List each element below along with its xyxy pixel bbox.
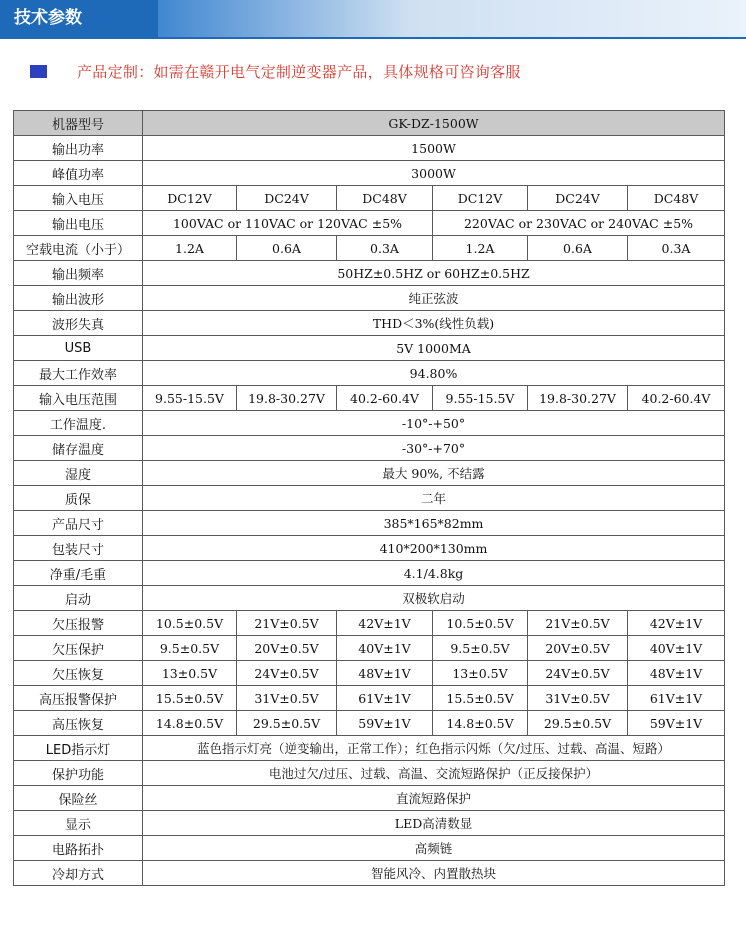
row-cell: 9.5±0.5V <box>143 636 237 661</box>
row-cell: 0.6A <box>237 236 337 261</box>
row-cell: 40.2-60.4V <box>628 386 725 411</box>
table-row <box>14 611 725 636</box>
notice-text: 产品定制：如需在赣开电气定制逆变器产品，具体规格可咨询客服 <box>77 62 521 81</box>
row-cell: 40V±1V <box>628 636 725 661</box>
row-cell: 13±0.5V <box>433 661 528 686</box>
row-cell: 9.5±0.5V <box>433 636 528 661</box>
table-row <box>14 261 725 286</box>
row-value: 双极软启动 <box>143 586 725 611</box>
table-row <box>14 686 725 711</box>
row-cell: 48V±1V <box>337 661 433 686</box>
row-value: GK-DZ-1500W <box>143 111 725 136</box>
row-cell: 9.55-15.5V <box>143 386 237 411</box>
row-value: LED高清数显 <box>143 811 725 836</box>
table-row <box>14 136 725 161</box>
row-cell: 31V±0.5V <box>237 686 337 711</box>
row-cell: 13±0.5V <box>143 661 237 686</box>
row-label: 机器型号 <box>14 111 143 136</box>
row-label: 质保 <box>14 486 143 511</box>
table-row <box>14 811 725 836</box>
customization-notice <box>30 60 521 82</box>
row-cell: 15.5±0.5V <box>143 686 237 711</box>
row-value: 智能风冷、内置散热块 <box>143 861 725 886</box>
table-row <box>14 161 725 186</box>
row-value: 4.1/4.8kg <box>143 561 725 586</box>
row-half-cell: 220VAC or 230VAC or 240VAC ±5% <box>433 211 725 236</box>
header-divider <box>0 37 746 39</box>
square-bullet-icon <box>30 65 47 78</box>
row-cell: 19.8-30.27V <box>237 386 337 411</box>
row-value: 二年 <box>143 486 725 511</box>
row-cell: 21V±0.5V <box>237 611 337 636</box>
table-row <box>14 436 725 461</box>
row-cell: 59V±1V <box>628 711 725 736</box>
table-row <box>14 586 725 611</box>
row-value: 5V 1000MA <box>143 336 725 361</box>
row-cell: 15.5±0.5V <box>433 686 528 711</box>
row-cell: 31V±0.5V <box>528 686 628 711</box>
row-label: 输出波形 <box>14 286 143 311</box>
row-label: 输出功率 <box>14 136 143 161</box>
row-cell: 24V±0.5V <box>237 661 337 686</box>
table-row <box>14 386 725 411</box>
table-row <box>14 286 725 311</box>
table-row <box>14 486 725 511</box>
row-value: 3000W <box>143 161 725 186</box>
table-row <box>14 311 725 336</box>
table-row <box>14 711 725 736</box>
row-label: 启动 <box>14 586 143 611</box>
row-cell: DC48V <box>337 186 433 211</box>
row-cell: 9.55-15.5V <box>433 386 528 411</box>
row-label: 湿度 <box>14 461 143 486</box>
row-cell: 14.8±0.5V <box>433 711 528 736</box>
row-label: 输入电压 <box>14 186 143 211</box>
row-cell: DC24V <box>528 186 628 211</box>
row-cell: 0.3A <box>337 236 433 261</box>
table-row <box>14 411 725 436</box>
row-value: -10°-+50° <box>143 411 725 436</box>
row-cell: 10.5±0.5V <box>433 611 528 636</box>
row-label: 欠压恢复 <box>14 661 143 686</box>
table-row <box>14 561 725 586</box>
row-cell: 14.8±0.5V <box>143 711 237 736</box>
table-row <box>14 336 725 361</box>
row-label: 空载电流（小于） <box>14 236 143 261</box>
row-cell: 48V±1V <box>628 661 725 686</box>
row-label: 波形失真 <box>14 311 143 336</box>
row-value: 电池过欠/过压、过载、高温、交流短路保护（正反接保护） <box>143 761 725 786</box>
row-cell: 24V±0.5V <box>528 661 628 686</box>
row-label: 保险丝 <box>14 786 143 811</box>
table-row <box>14 661 725 686</box>
table-row <box>14 861 725 886</box>
table-row-model <box>14 111 725 136</box>
row-cell: 21V±0.5V <box>528 611 628 636</box>
row-label: 最大工作效率 <box>14 361 143 386</box>
row-value: 高频链 <box>143 836 725 861</box>
row-label: 冷却方式 <box>14 861 143 886</box>
table-row <box>14 786 725 811</box>
row-value: -30°-+70° <box>143 436 725 461</box>
table-row <box>14 736 725 761</box>
row-label: 峰值功率 <box>14 161 143 186</box>
table-row <box>14 836 725 861</box>
row-value: 最大 90%, 不结露 <box>143 461 725 486</box>
row-label: USB <box>14 336 143 361</box>
row-label: 输入电压范围 <box>14 386 143 411</box>
row-label: 电路拓扑 <box>14 836 143 861</box>
row-cell: 19.8-30.27V <box>528 386 628 411</box>
row-label: 输出电压 <box>14 211 143 236</box>
row-value: 纯正弦波 <box>143 286 725 311</box>
row-cell: 0.6A <box>528 236 628 261</box>
row-value: 蓝色指示灯亮（逆变输出，正常工作）；红色指示闪烁（欠/过压、过载、高温、短路） <box>143 736 725 761</box>
row-cell: 40.2-60.4V <box>337 386 433 411</box>
row-cell: 29.5±0.5V <box>528 711 628 736</box>
row-cell: 1.2A <box>143 236 237 261</box>
table-row <box>14 511 725 536</box>
row-cell: 10.5±0.5V <box>143 611 237 636</box>
table-row <box>14 361 725 386</box>
row-label: 欠压保护 <box>14 636 143 661</box>
row-label: 输出频率 <box>14 261 143 286</box>
row-cell: DC24V <box>237 186 337 211</box>
table-row <box>14 186 725 211</box>
row-cell: DC12V <box>433 186 528 211</box>
section-title: 技术参数 <box>0 0 158 37</box>
row-value: 385*165*82mm <box>143 511 725 536</box>
table-row <box>14 211 725 236</box>
row-label: 保护功能 <box>14 761 143 786</box>
row-cell: 29.5±0.5V <box>237 711 337 736</box>
table-row <box>14 636 725 661</box>
row-cell: 42V±1V <box>337 611 433 636</box>
row-cell: 42V±1V <box>628 611 725 636</box>
spec-table <box>13 110 725 886</box>
row-cell: 61V±1V <box>337 686 433 711</box>
row-label: 显示 <box>14 811 143 836</box>
row-label: 净重/毛重 <box>14 561 143 586</box>
row-cell: 59V±1V <box>337 711 433 736</box>
row-value: 50HZ±0.5HZ or 60HZ±0.5HZ <box>143 261 725 286</box>
table-row <box>14 761 725 786</box>
row-cell: DC48V <box>628 186 725 211</box>
row-label: 工作温度. <box>14 411 143 436</box>
row-cell: 40V±1V <box>337 636 433 661</box>
row-cell: 0.3A <box>628 236 725 261</box>
row-label: 高压报警保护 <box>14 686 143 711</box>
row-value: 410*200*130mm <box>143 536 725 561</box>
row-value: 1500W <box>143 136 725 161</box>
row-label: 储存温度 <box>14 436 143 461</box>
row-value: 直流短路保护 <box>143 786 725 811</box>
row-value: 94.80% <box>143 361 725 386</box>
row-cell: 20V±0.5V <box>528 636 628 661</box>
row-cell: 20V±0.5V <box>237 636 337 661</box>
table-row <box>14 236 725 261</box>
row-label: 欠压报警 <box>14 611 143 636</box>
row-cell: 1.2A <box>433 236 528 261</box>
table-row <box>14 461 725 486</box>
row-label: 包装尺寸 <box>14 536 143 561</box>
row-value: THD＜3%(线性负载) <box>143 311 725 336</box>
row-cell: DC12V <box>143 186 237 211</box>
row-label: 产品尺寸 <box>14 511 143 536</box>
row-label: 高压恢复 <box>14 711 143 736</box>
row-cell: 61V±1V <box>628 686 725 711</box>
table-row <box>14 536 725 561</box>
row-half-cell: 100VAC or 110VAC or 120VAC ±5% <box>143 211 433 236</box>
row-label: LED指示灯 <box>14 736 143 761</box>
